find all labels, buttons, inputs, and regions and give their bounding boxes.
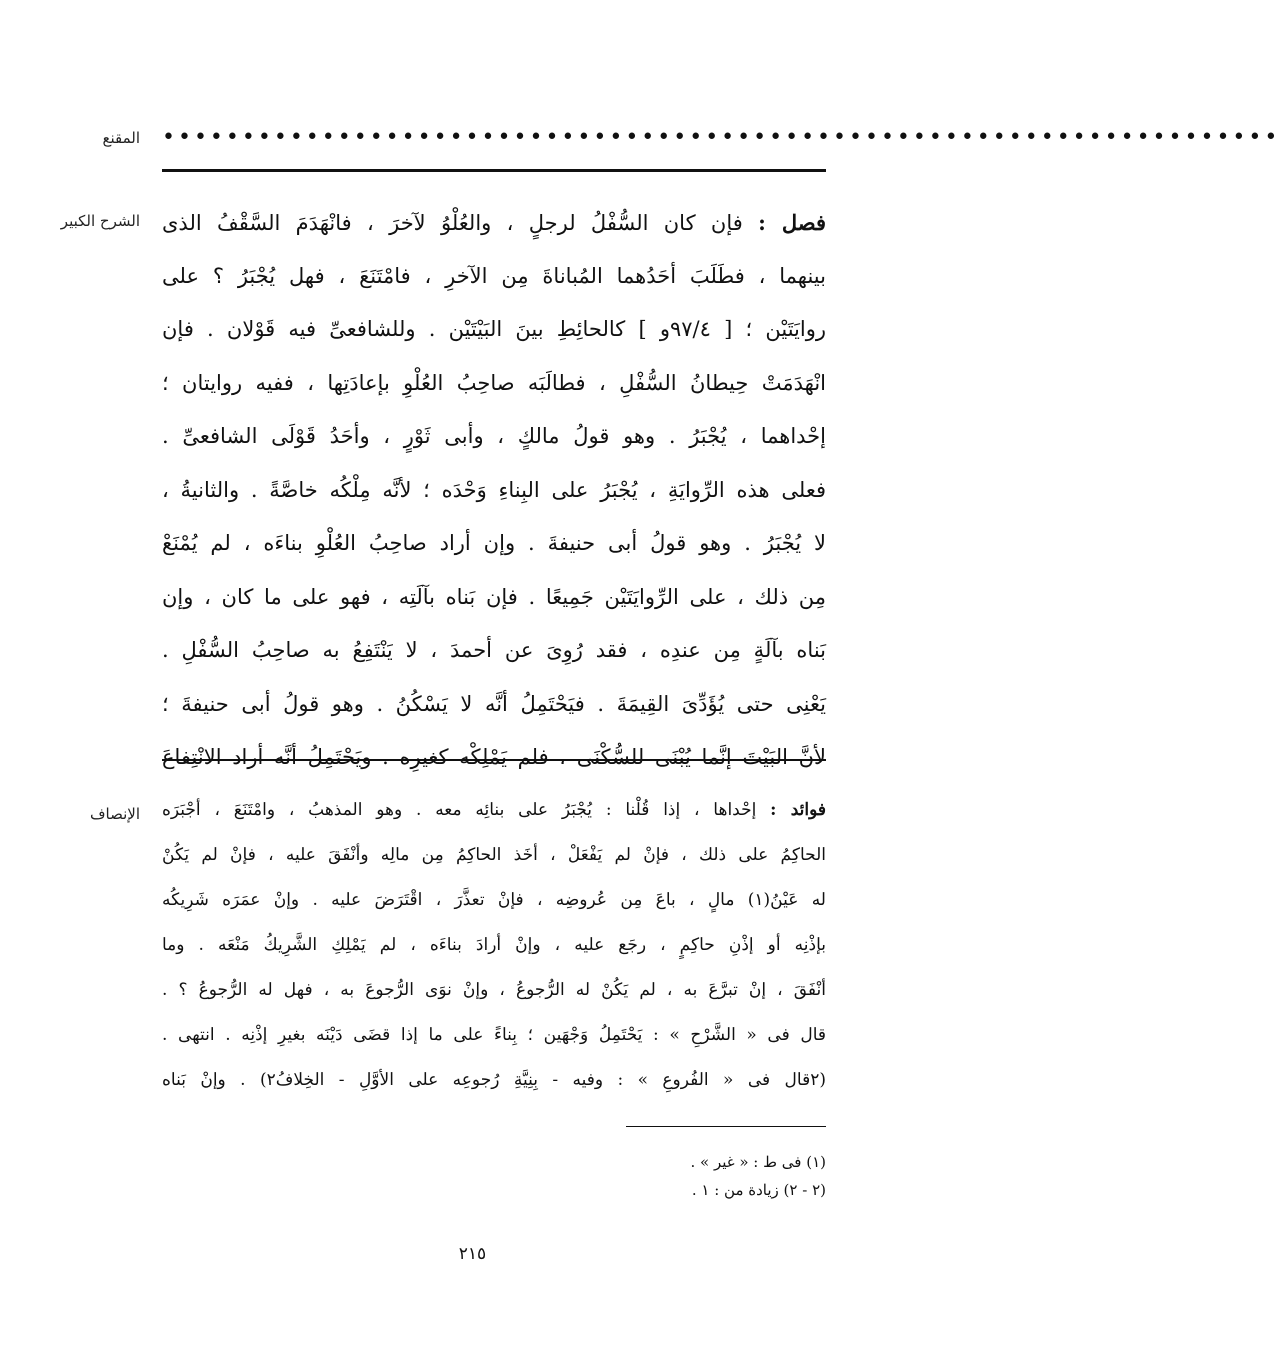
sharh-line: انْهَدَمَتْ حِيطانُ السُّفْلِ ، فطالَبَه صاحِبُ العُلْوِ بإعادَتِها ، ففيه روايتان ؛: [162, 370, 826, 395]
sharh-line: بَناه بآلَةٍ مِن عندِه ، فقد رُوِىَ عن أحمدَ ، لا يَنْتَفِعُ به صاحِبُ السُّفْلِ .: [162, 638, 826, 662]
page-number: ٢١٥: [458, 1244, 487, 1264]
section-label-sharh: الشرح الكبير: [60, 212, 140, 230]
sharh-line: فعلى هذه الرِّوايَةِ ، يُجْبَرُ على البِناءِ وَحْدَه ؛ لأنَّه مِلْكُه خاصَّةً . والثانيةُ ،: [162, 477, 826, 502]
sharh-line: لأنَّ البَيْتَ إنَّما يُبْنَى للسُّكْنَى ، فلم يَمْلِكْه كغيرِه . ويَحْتَمِلُ أنَّه أراد الانْتِفاعَ: [162, 745, 826, 769]
sharh-text-block: [162, 196, 826, 785]
insaf-line: (٢قال فى « الفُروعِ » : وفيه - بِنِيَّةِ رُجوعِه على الأوَّلِ - الخِلافُ٢) . وإنْ بَناه: [162, 1070, 826, 1090]
header-divider: [162, 169, 826, 172]
header-dotted-rule: ••••••••••••••••••••••••••••••••••••••••••••••••••••••••••••••••••••••: [162, 125, 1280, 150]
insaf-line: له عَيْنُ(١) مالٍ ، باعَ مِن عُروضِه ، فإنْ تعذَّرَ ، اقْتَرَضَ عليه . وإنْ عمَرَه شَرِيكُه: [162, 890, 826, 910]
insaf-lead: فوائد :: [770, 800, 826, 820]
sharh-line: روايَتَيْن ؛ [ ٩٧/٤و ] كالحائِطِ بينَ البَيْتَيْن . وللشافعىِّ فيه قَوْلان . فإن: [162, 317, 827, 341]
sharh-line: لا يُجْبَرُ . وهو قولُ أبى حنيفةَ . وإن أراد صاحِبُ العُلْوِ بناءَه ، لم يُمْنَعْ: [162, 531, 826, 555]
sharh-line: فصل : فإن كان السُّفْلُ لرجلٍ ، والعُلْوُ لآخرَ ، فانْهَدَمَ السَّقْفُ الذى: [162, 210, 826, 235]
sharh-line: بينهما ، فطَلَبَ أحَدُهما المُباناةَ مِن الآخرِ ، فامْتَنَعَ ، فهل يُجْبَرُ ؟ على: [162, 263, 826, 288]
sharh-line: إحْداهما ، يُجْبَرُ . وهو قولُ مالكٍ ، وأبى ثَوْرٍ ، وأحَدُ قَوْلَى الشافعىِّ .: [162, 424, 826, 448]
insaf-line: أنْفَقَ ، إنْ تبرَّعَ به ، لم يَكُنْ له الرُّجوعُ ، وإنْ نوَى الرُّجوعَ به ، فهل له الرُّجوعُ ؟ .: [162, 980, 826, 1000]
header-label: المقنع: [102, 129, 140, 147]
section-divider: [162, 759, 826, 761]
footnote: (٢ - ٢) زيادة من : ١ .: [691, 1181, 826, 1199]
section-label-insaf: الإنصاف: [89, 805, 140, 823]
sharh-line: يَعْنِى حتى يُؤَدِّىَ القِيمَةَ . فيَحْتَمِلُ أنَّه لا يَسْكُنُ . وهو قولُ أبى حنيفةَ ؛: [162, 691, 826, 716]
footnote-divider: [626, 1126, 826, 1127]
sharh-line: مِن ذلك ، على الرِّوايَتَيْن جَمِيعًا . فإن بَناه بآلَتِه ، فهو على ما كان ، وإن: [162, 584, 826, 609]
footnote: (١) فى ط : « غير » .: [690, 1153, 826, 1171]
insaf-text-block: [162, 788, 826, 1103]
sharh-lead: فصل :: [758, 210, 826, 235]
footnotes: [480, 1148, 826, 1204]
insaf-line: فوائد : إحْداها ، إذا قُلْنا : يُجْبَرُ على بنائِه معه . وهو المذهبُ ، وامْتَنَعَ ، أجْبَرَه: [162, 800, 826, 820]
insaf-line: قال فى « الشَّرْحِ » : يَحْتَمِلُ وَجْهَين ؛ بِناءً على ما إذا قضَى دَيْنَه بغيرِ إذْنِه . انتهى .: [162, 1025, 826, 1045]
insaf-line: بإذْنِه أو إذْنِ حاكِمٍ ، رجَع عليه ، وإنْ أرادَ بناءَه ، لم يَمْلِكِ الشَّرِيكُ مَنْعَه . وما: [162, 935, 826, 955]
insaf-line: الحاكِمُ على ذلك ، فإنْ لم يَفْعَلْ ، أخَذ الحاكِمُ مِن مالِه وأنْفَقَ عليه ، فإنْ لم يَكُنْ: [162, 845, 826, 865]
